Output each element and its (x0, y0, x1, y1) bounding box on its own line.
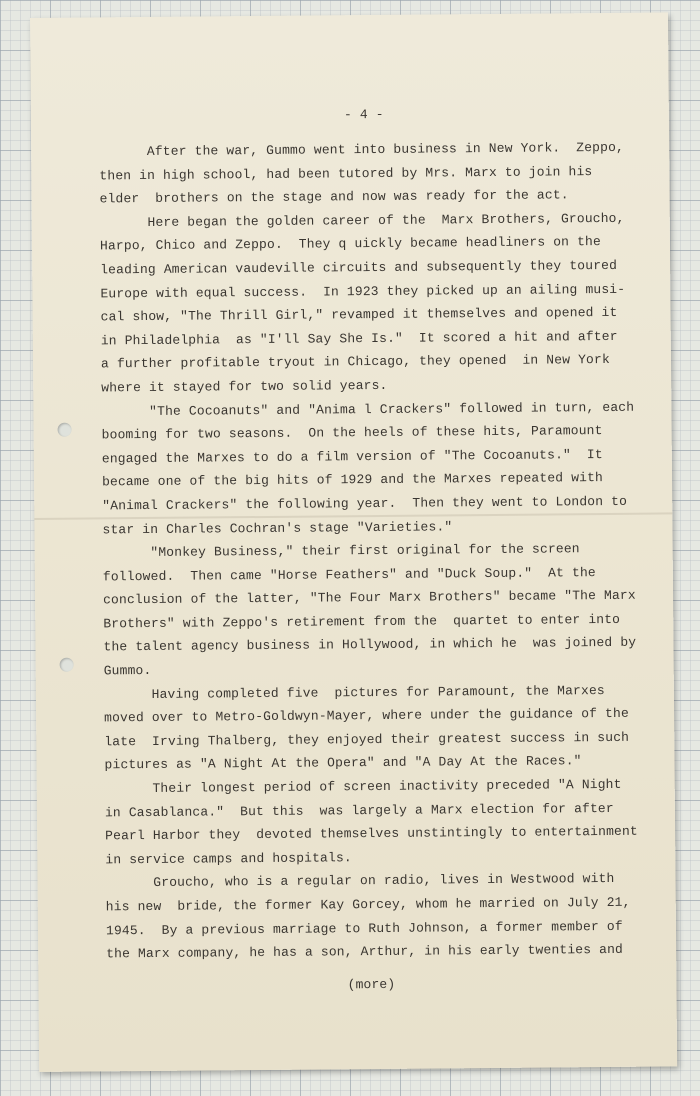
text-line: 1945. By a previous marriage to Ruth Johnson, a former member of (105, 918, 623, 938)
text-line: the talent agency business in Hollywood, in which he was joined by (103, 635, 637, 655)
text-line: engaged the Marxes to do a film version of "The Cocoanuts." It (101, 446, 603, 467)
punch-hole (58, 423, 72, 437)
page-number: - 4 - (343, 106, 384, 123)
text-line: Harpo, Chico and Zeppo. They q uickly became headliners on the (99, 234, 601, 254)
page-text (99, 101, 638, 993)
text-line: leading American vaudeville circuits and subsequently they toured (100, 257, 618, 278)
typewritten-page (30, 12, 677, 1072)
text-line: became one of the big hits of 1929 and the Marxes repeated with (101, 470, 604, 490)
text-line: Their longest period of screen inactivity preceded "A Night (104, 776, 622, 797)
text-line: After the war, Gummo went into business in New York. Zeppo, (99, 139, 625, 160)
text-line: followed. Then came "Horse Feathers" and "Duck Soup." At the (102, 564, 596, 585)
text-line: pictures as "A Night At the Opera" and "A Day At the Races." (104, 753, 582, 773)
text-lines (99, 136, 636, 966)
more-label: (more) (347, 976, 396, 993)
text-line: "Animal Crackers" the following year. Then they went to London to (102, 493, 628, 514)
text-line: Gummo. (103, 663, 152, 679)
text-line: conclusion of the latter, "The Four Marx Brothers" became "The Marx (103, 588, 636, 608)
text-line: in service camps and hospitals. (105, 850, 352, 868)
text-line: Europe with equal success. In 1923 they picked up an ailing musi- (100, 281, 626, 301)
text-line: a further profitable tryout in Chicago, they opened in New York (100, 352, 610, 372)
text-line: where it stayed for two solid years. (101, 377, 388, 396)
text-line: Here began the golden career of the Marx Brothers, Groucho, (99, 210, 625, 231)
text-line: Groucho, who is a regular on radio, lives in Westwood with (105, 871, 615, 891)
text-line: Brothers" with Zeppo's retirement from the quartet to enter into (103, 611, 621, 632)
text-line: elder brothers on the stage and now was ready for the act. (99, 187, 569, 207)
text-line: then in high school, had been tutored by Mrs. Marx to join his (99, 163, 593, 183)
text-line: Pearl Harbor they devoted themselves unstintingly to entertainment (105, 823, 638, 844)
text-line: cal show, "The Thrill Girl," revamped it themselves and opened it (100, 305, 618, 325)
text-line: his new bride, the former Kay Gorcey, whom he married on July 21, (105, 894, 631, 915)
text-line: late Irving Thalberg, they enjoyed their greatest success in such (104, 729, 630, 750)
text-line: the Marx company, he has a son, Arthur, in his early twenties and (106, 942, 624, 962)
text-line: booming for two seasons. On the heels of these hits, Paramount (101, 423, 603, 443)
text-line: in Philadelphia as "I'll Say She Is." It scored a hit and after (100, 328, 618, 349)
text-line: in Casablanca." But this was largely a Marx election for after (104, 800, 614, 821)
punch-hole (60, 658, 74, 672)
text-line: "Monkey Business," their first original for the screen (102, 541, 580, 561)
text-line: star in Charles Cochran's stage "Varieties." (102, 518, 453, 537)
text-line: moved over to Metro-Goldwyn-Mayer, where under the guidance of the (104, 706, 629, 726)
text-line: Having completed five pictures for Paramount, the Marxes (103, 682, 605, 703)
text-line: "The Cocoanuts" and "Anima l Crackers" followed in turn, each (101, 399, 635, 419)
